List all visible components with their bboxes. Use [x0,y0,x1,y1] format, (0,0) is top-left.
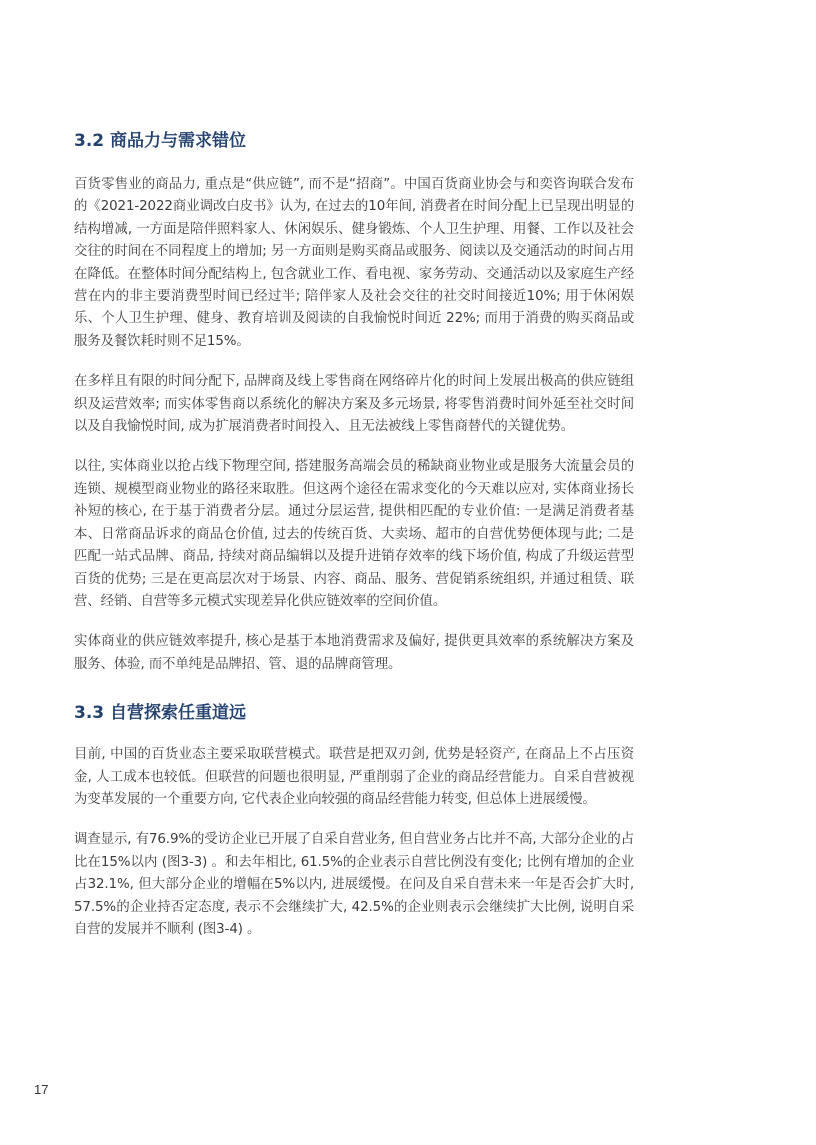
section-heading-3-2: 3.2 商品力与需求错位 [74,131,247,151]
paragraph-3-3-1: 目前, 中国的百货业态主要采取联营模式。联营是把双刃剑, 优势是轻资产, 在商品上不占压资金, 人工成本也较低。但联营的问题也很明显, 严重削弱了企业的商品经营能力。自采自营被视为变革发展的一个重要方向, 它代表企业向较强的商品经营能力转变, 但总体上进展缓慢。 [74,747,634,807]
page-content [74,128,634,941]
paragraph-3-2-3: 以往, 实体商业以抢占线下物理空间, 搭建服务高端会员的稀缺商业物业或是服务大流量会员的连锁、规模型商业物业的路径来取胜。但这两个途径在需求变化的今天难以应对, 实体商业扬长补短的核心, 在于基于消费者分层。通过分层运营, 提供相匹配的专业价值: 一是满足消费者基本、日常商品诉求的商品仓价值, 过去的传统百货、大卖场、超市的自营优势便体现与此; 二是匹配一站式品牌、商品, 持续对商品编辑以及提升进销存效率的线下场价值, 构成了升级运营型百货的优势; 三是在更高层次对于场景、内容、商品、服务、营促销系统组织, 并通过租赁、联营、经销、自营等多元模式实现差异化供应链效率的空间价值。 [74,459,634,609]
paragraph-3-2-4: 实体商业的供应链效率提升, 核心是基于本地消费需求及偏好, 提供更具效率的系统解决方案及服务、体验, 而不单纯是品牌招、管、退的品牌商管理。 [74,634,634,672]
paragraph-3-3-2: 调查显示, 有76.9%的受访企业已开展了自采自营业务, 但自营业务占比并不高, 大部分企业的占比在15%以内 (图3-3) 。和去年相比, 61.5%的企业表示自营比例没有变化; 比例有增加的企业占32.1%, 但大部分企业的增幅在5%以内, 进展缓慢。在问及自采自营未来一年是否会扩大时, 57.5%的企业持否定态度, 表示不会继续扩大, 42.5%的企业则表示会继续扩大比例, 说明自采自营的发展并不顺利 (图3-4) 。 [74,832,634,937]
page-number: 17 [34,1082,49,1097]
paragraph-3-2-2: 在多样且有限的时间分配下, 品牌商及线上零售商在网络碎片化的时间上发展出极高的供应链组织及运营效率; 而实体零售商以系统化的解决方案及多元场景, 将零售消费时间外延至社交时间以及自我愉悦时间, 成为扩展消费者时间投入、且无法被线上零售商替代的关键优势。 [74,374,634,435]
section-heading-3-3: 3.3 自营探索任重道远 [74,703,247,724]
paragraph-3-2-1: 百货零售业的商品力, 重点是“供应链”, 而不是“招商”。中国百货商业协会与和奕咨询联合发布的《2021-2022商业调改白皮书》认为, 在过去的10年间, 消费者在时间分配上已呈现出明显的结构增减, 一方面是陪伴照料家人、休闲娱乐、健身锻炼、个人卫生护理、用餐、工作以及社会交往的时间在不同程度上的增加; 另一方面则是购买商品或服务、阅读以及交通活动的时间占用在降低。在整体时间分配结构上, 包含就业工作、看电视、家务劳动、交通活动以及家庭生产经营在内的非主要消费型时间已经过半; 陪伴家人及社会交往的社交时间接近10%; 用于休闲娱乐、个人卫生护理、健身、教育培训及阅读的自我愉悦时间近 22%; 而用于消费的购买商品或服务及餐饮耗时则不足15%。 [74,177,634,349]
